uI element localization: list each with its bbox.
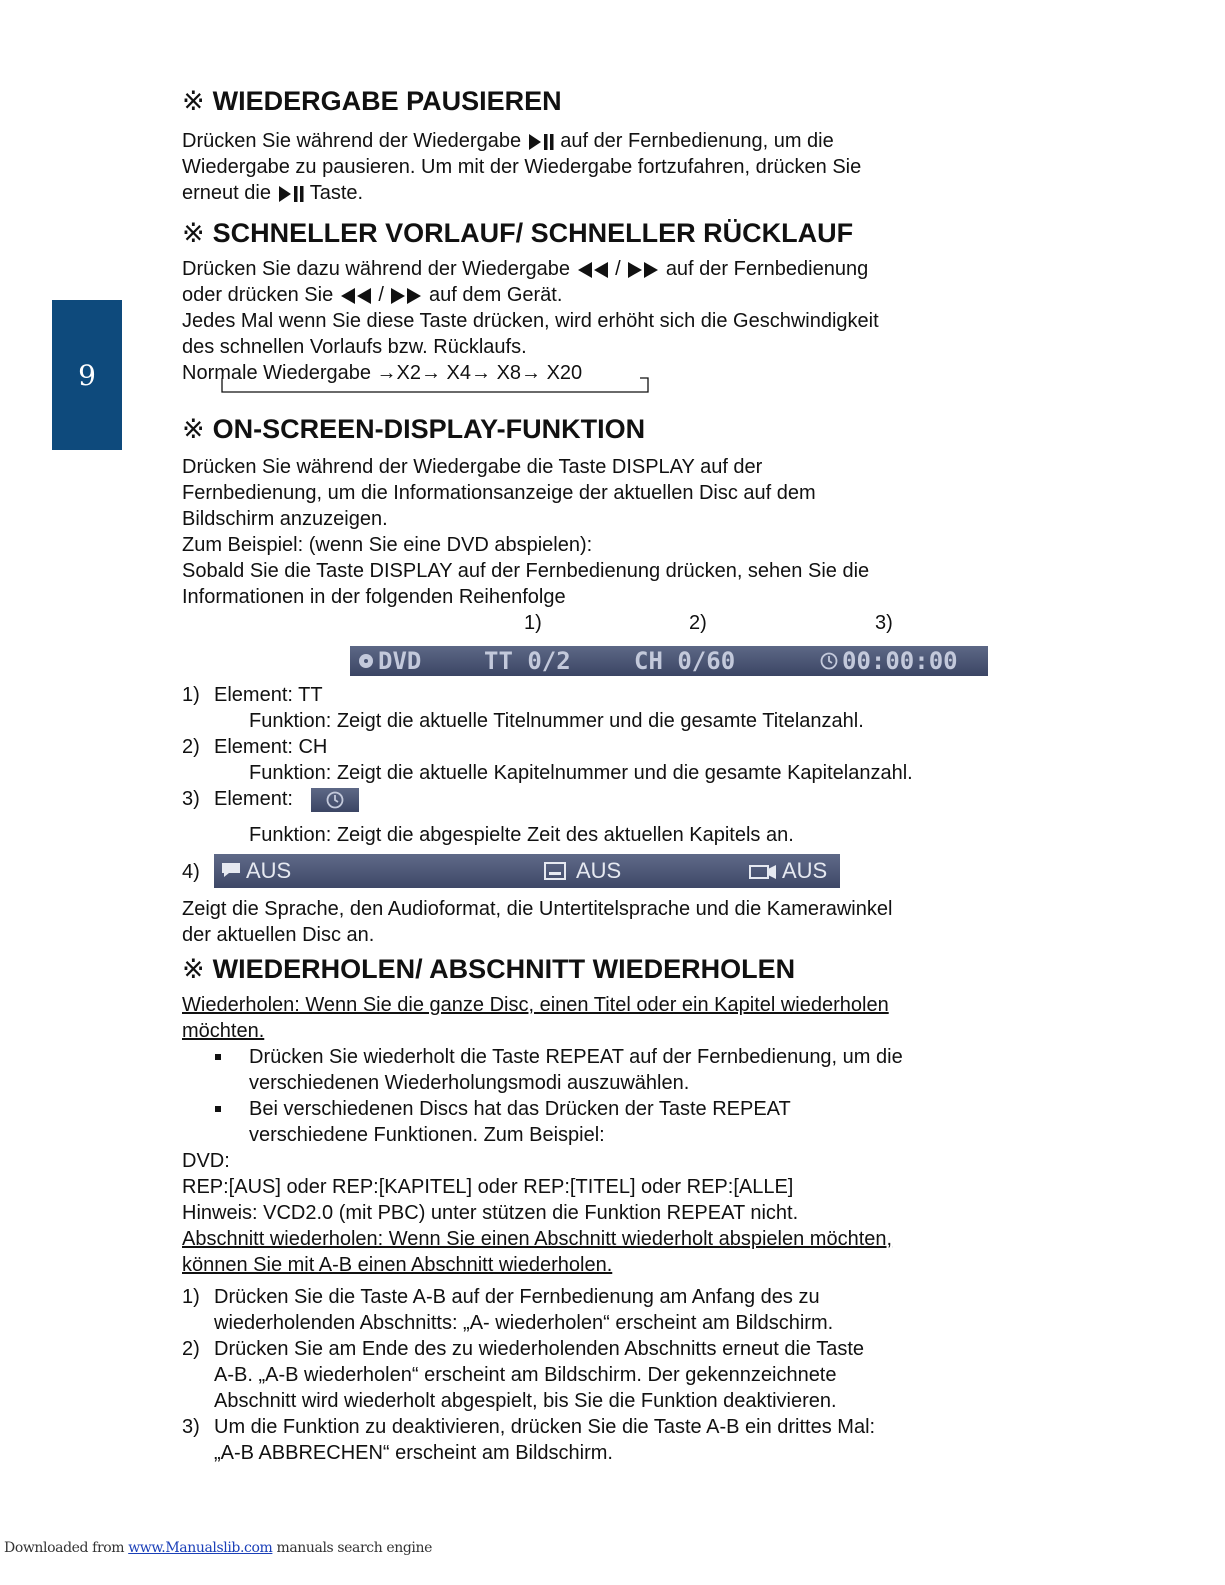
step-item: 2) Drücken Sie am Ende des zu wiederholenden Abschnitts erneut die Taste A-B. „A-B wiederholen“ erscheint am Bildschirm. Der gekennzeichnete Abschnitt wird wiederholt abgespielt, bis Sie die Funktion deaktivieren.: [182, 1338, 865, 1412]
subtitle-status: AUS: [576, 858, 622, 883]
fast-forward-paragraph: Drücken Sie dazu während der Wiedergabe / auf der Fernbedienung oder drücken Sie / auf dem Gerät. Jedes Mal wenn Sie diese Taste drücken, wird erhöht sich die Geschwindigkeit des schnellen Vorlaufs bzw. Rücklaufs. Normale Wiedergabe →X2→ X4→ X8→ X20: [182, 258, 879, 384]
disc-icon: [358, 653, 374, 669]
callout-3: 3): [875, 612, 893, 634]
osd-info-bar: [350, 646, 988, 676]
osd-element-item: 3) Element:: [182, 786, 1002, 812]
manualslib-link[interactable]: www.Manualslib.com: [128, 1540, 273, 1556]
audio-status: AUS: [246, 858, 292, 883]
repeat-modes-text: DVD: REP:[AUS] oder REP:[KAPITEL] oder REP:[TITEL] oder REP:[ALLE] Hinweis: VCD2.0 (mit PBC) unter stützen die Funktion REPEAT nicht.: [182, 1150, 799, 1224]
fast-forward-icon: [389, 287, 423, 305]
section-title-osd: ※ ON-SCREEN-DISPLAY-FUNKTION: [182, 414, 646, 444]
page-number: 9: [78, 358, 96, 392]
rewind-icon: [339, 287, 373, 305]
osd-callout-labels: [182, 610, 1002, 640]
osd-element-list: 1) Element: TT Funktion: Zeigt die aktuelle Titelnummer und die gesamte Titelanzahl. 2) Element: CH Funktion: Zeigt die aktuelle Kapitelnummer und die gesamte Kapitelanzahl. 3) Element: Funktion: Zeigt die abgespielte Zeit des aktuellen Kapitels an.: [182, 682, 1002, 848]
angle-status: AUS: [782, 858, 828, 883]
bullet-marker: [215, 1106, 221, 1112]
download-footer: Downloaded from www.Manualslib.com manuals search engine: [4, 1540, 433, 1556]
bullet-item: Drücken Sie wiederholt die Taste REPEAT auf der Fernbedienung, um die verschiedenen Wiederholungsmodi auszuwählen.: [182, 1044, 1002, 1096]
clock-icon: [820, 652, 838, 670]
callout-1: 1): [524, 612, 542, 634]
ab-repeat-steps: [182, 1284, 1002, 1466]
osd-chapter-counter: CH 0/60: [634, 647, 736, 675]
bullet-marker: [215, 1054, 221, 1060]
step-item: 1) Drücken Sie die Taste A-B auf der Fernbedienung am Anfang des zu wiederholenden Abschnitts: „A- wiederholen“ erscheint am Bildschirm.: [182, 1286, 834, 1334]
osd-element-item: 2) Element: CH: [182, 736, 328, 758]
section-title-fast-forward: ※ SCHNELLER VORLAUF/ SCHNELLER RÜCKLAUF: [182, 218, 854, 248]
fast-forward-icon: [626, 261, 660, 279]
osd-title-counter: TT 0/2: [484, 647, 571, 675]
osd-audio-subtitle-angle-bar: [214, 854, 840, 888]
repeat-subheading: Wiederholen: Wenn Sie die ganze Disc, einen Titel oder ein Kapitel wiederholen möchten.: [182, 994, 889, 1042]
osd-elapsed-time: 00:00:00: [842, 647, 958, 675]
bullet-item: Bei verschiedenen Discs hat das Drücken der Taste REPEAT verschiedene Funktionen. Zum Beispiel:: [182, 1096, 1002, 1148]
camera-angle-icon: [748, 861, 778, 881]
speech-bubble-icon: [220, 861, 242, 879]
manual-page-content: [182, 84, 1002, 1466]
osd-element-item: 1) Element: TT: [182, 684, 323, 706]
section-title-repeat: ※ WIEDERHOLEN/ ABSCHNITT WIEDERHOLEN: [182, 954, 796, 984]
clock-icon-swatch: [311, 788, 359, 812]
clock-icon: [326, 791, 344, 809]
play-pause-icon: [277, 185, 305, 203]
play-pause-icon: [527, 133, 555, 151]
page-number-tab: [52, 300, 122, 450]
ab-repeat-subheading: Abschnitt wiederholen: Wenn Sie einen Abschnitt wiederholt abspielen möchten, können Sie mit A-B einen Abschnitt wiederholen.: [182, 1228, 893, 1276]
section-title-pause: ※ WIEDERGABE PAUSIEREN: [182, 86, 562, 116]
osd-bar-description: Zeigt die Sprache, den Audioformat, die Untertitelsprache und die Kamerawinkel der aktuellen Disc an.: [182, 898, 893, 946]
callout-2: 2): [689, 612, 707, 634]
osd-disc-type: DVD: [378, 647, 422, 675]
pause-paragraph: Drücken Sie während der Wiedergabe auf der Fernbedienung, um die Wiedergabe zu pausieren. Um mit der Wiedergabe fortzufahren, drücken Sie erneut die Taste.: [182, 130, 862, 204]
step-item: 3) Um die Funktion zu deaktivieren, drücken Sie die Taste A-B ein drittes Mal: „A-B ABBRECHEN“ erscheint am Bildschirm.: [182, 1416, 876, 1464]
subtitle-icon: [544, 862, 566, 880]
osd-item-4: 4) AUS AUS AUS: [182, 854, 1002, 890]
osd-paragraph: Drücken Sie während der Wiedergabe die Taste DISPLAY auf der Fernbedienung, um die Informationsanzeige der aktuellen Disc auf dem Bildschirm anzuzeigen. Zum Beispiel: (wenn Sie eine DVD abspielen): Sobald Sie die Taste DISPLAY auf der Fernbedienung drücken, sehen Sie die Informationen in der folgenden Reihenfolge: [182, 456, 870, 608]
rewind-icon: [576, 261, 610, 279]
